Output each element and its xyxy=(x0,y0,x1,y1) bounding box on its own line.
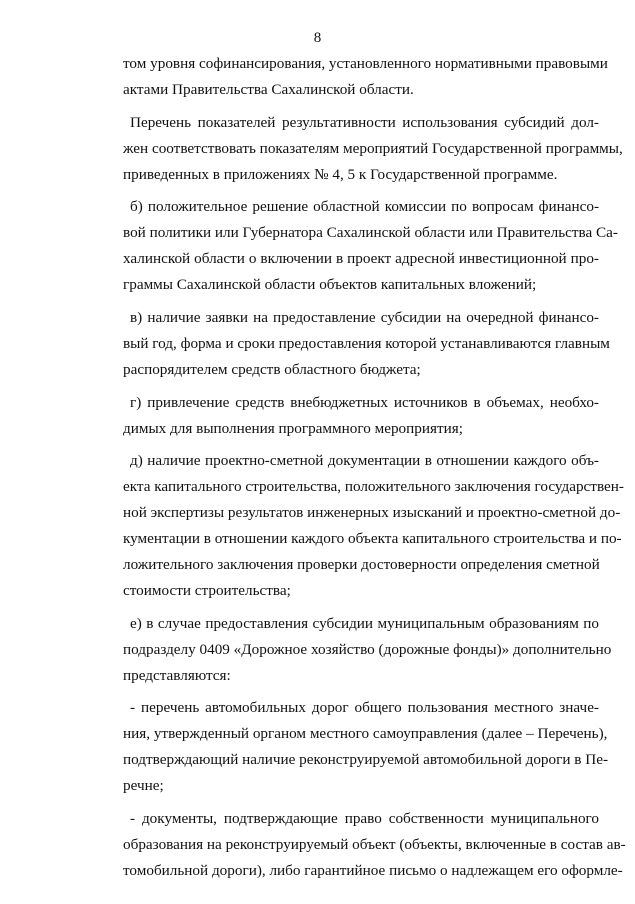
text-line: граммы Сахалинской области объектов капитальных вложений; xyxy=(123,276,537,294)
text-line: том уровня софинансирования, установленного нормативными правовыми xyxy=(123,55,608,72)
text-line: г) привлечение средств внебюджетных источников в объемах, необхо- xyxy=(130,393,599,411)
paragraph xyxy=(123,390,599,442)
text-line: ной экспертизы результатов инженерных изысканий и проектно-сметной до- xyxy=(123,504,621,522)
paragraph xyxy=(123,611,612,689)
text-line: распорядителем средств областного бюджета; xyxy=(123,360,421,378)
text-line: ложительного заключения проверки достоверности определения сметной xyxy=(123,556,600,574)
text-line: образования на реконструируемый объект (объекты, включенные в состав ав- xyxy=(123,835,626,853)
text-line: в) наличие заявки на предоставление субсидии на очередной финансо- xyxy=(130,309,599,327)
text-line: Перечень показателей результативности использования субсидий дол- xyxy=(130,113,599,131)
text-line: представляются: xyxy=(123,666,231,684)
paragraph xyxy=(123,695,609,799)
text-line: - документы, подтверждающие право собственности муниципального xyxy=(130,810,599,828)
text-line: е) в случае предоставления субсидии муниципальным образованиям по xyxy=(130,614,599,632)
text-line: стоимости строительства; xyxy=(123,581,291,599)
text-line: - перечень автомобильных дорог общего пользования местного значе- xyxy=(130,699,599,717)
text-line: д) наличие проектно-сметной документации в отношении каждого объ- xyxy=(130,452,599,470)
text-line: б) положительное решение областной комиссии по вопросам финансо- xyxy=(130,198,599,216)
text-line: речне; xyxy=(123,777,164,795)
text-line: кументации в отношении каждого объекта капитального строительства и по- xyxy=(123,530,622,548)
paragraph xyxy=(123,51,608,103)
paragraph xyxy=(123,305,610,383)
text-line: екта капитального строительства, положительного заключения государствен- xyxy=(123,478,624,496)
text-line: подтверждающий наличие реконструируемой автомобильной дороги в Пе- xyxy=(123,751,609,769)
document-body xyxy=(123,51,626,884)
text-line: жен соответствовать показателям мероприятий Государственной программы, xyxy=(123,139,623,157)
text-line: халинской области о включении в проект адресной инвестиционной про- xyxy=(123,250,599,268)
text-line: подразделу 0409 «Дорожное хозяйство (дорожные фонды)» дополнительно xyxy=(123,640,612,658)
text-line: вой политики или Губернатора Сахалинской области или Правительства Са- xyxy=(123,224,618,242)
paragraph xyxy=(123,110,623,188)
text-line: ния, утвержденный органом местного самоуправления (далее – Перечень), xyxy=(123,725,608,743)
page-number: 8 xyxy=(313,30,322,46)
paragraph xyxy=(123,194,618,298)
text-line: вый год, форма и сроки предоставления которой устанавливаются главным xyxy=(123,334,610,352)
text-line: актами Правительства Сахалинской области. xyxy=(123,80,414,98)
text-line: димых для выполнения программного мероприятия; xyxy=(123,419,463,437)
text-line: приведенных в приложениях № 4, 5 к Государственной программе. xyxy=(123,165,558,183)
text-line: томобильной дороги), либо гарантийное письмо о надлежащем его оформле- xyxy=(123,861,623,879)
paragraph xyxy=(123,448,624,603)
paragraph xyxy=(123,806,626,884)
